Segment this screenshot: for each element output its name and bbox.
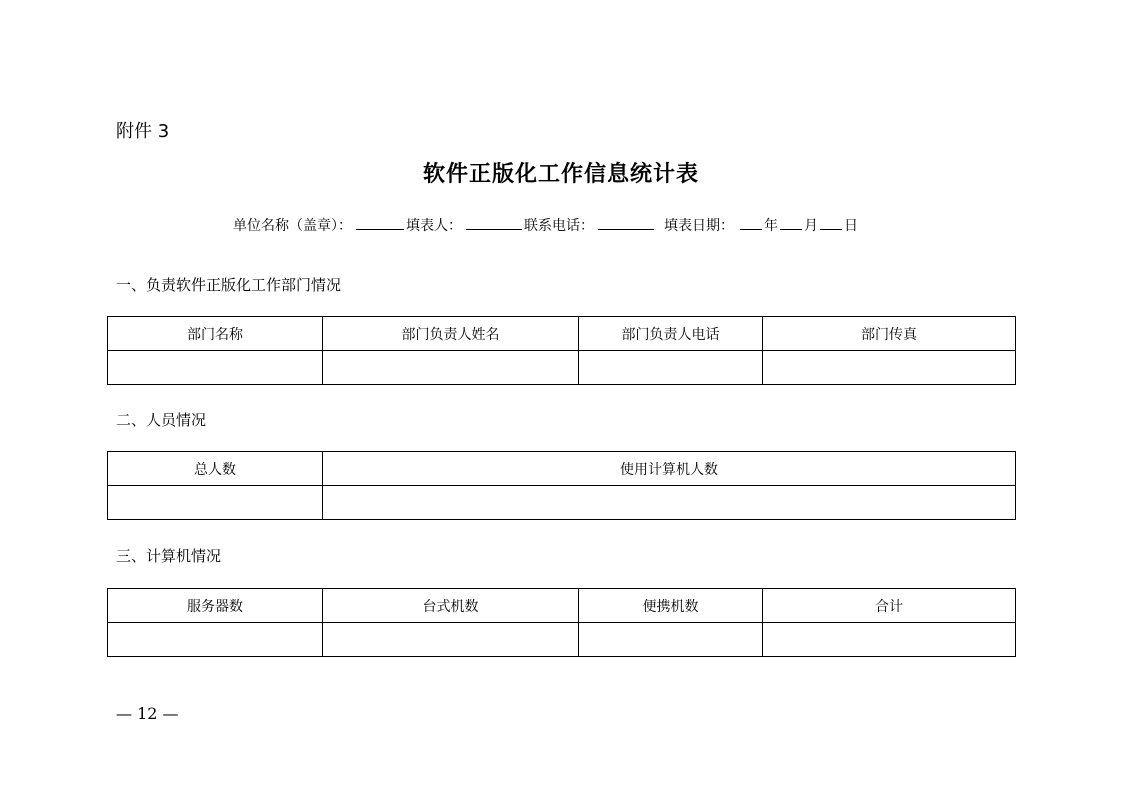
year-label: 年: [764, 218, 778, 234]
filler-blank[interactable]: [466, 215, 522, 230]
filler-label: 填表人：: [406, 218, 462, 234]
year-blank[interactable]: [740, 215, 762, 230]
month-blank[interactable]: [780, 215, 802, 230]
computer-users-cell[interactable]: [323, 486, 1016, 520]
header-total-people: 总人数: [108, 452, 323, 486]
table-row: [108, 623, 1016, 657]
computer-table: [107, 588, 1016, 657]
header-dept-head-name: 部门负责人姓名: [323, 317, 579, 351]
laptops-cell[interactable]: [579, 623, 763, 657]
dept-head-phone-cell[interactable]: [579, 351, 763, 385]
unit-name-label: 单位名称（盖章）：: [233, 218, 352, 234]
header-computer-users: 使用计算机人数: [323, 452, 1016, 486]
table-row: [108, 351, 1016, 385]
page-number: — 12 —: [116, 704, 179, 723]
personnel-table: [107, 451, 1016, 520]
table-header-row: [108, 452, 1016, 486]
section2-title: 二、人员情况: [116, 411, 207, 429]
header-dept-fax: 部门传真: [763, 317, 1016, 351]
dept-fax-cell[interactable]: [763, 351, 1016, 385]
header-desktops: 台式机数: [323, 589, 579, 623]
phone-blank[interactable]: [598, 215, 654, 230]
header-total: 合计: [763, 589, 1016, 623]
day-label: 日: [844, 218, 858, 234]
header-dept-head-phone: 部门负责人电话: [579, 317, 763, 351]
header-laptops: 便携机数: [579, 589, 763, 623]
day-blank[interactable]: [820, 215, 842, 230]
table-header-row: [108, 589, 1016, 623]
attachment-label: 附件 3: [116, 121, 170, 142]
header-dept-name: 部门名称: [108, 317, 323, 351]
table-header-row: [108, 317, 1016, 351]
header-servers: 服务器数: [108, 589, 323, 623]
servers-cell[interactable]: [108, 623, 323, 657]
total-people-cell[interactable]: [108, 486, 323, 520]
month-label: 月: [804, 218, 818, 234]
info-line: [233, 215, 858, 235]
phone-label: 联系电话：: [524, 218, 594, 234]
unit-name-blank[interactable]: [356, 215, 404, 230]
section1-title: 一、负责软件正版化工作部门情况: [116, 276, 342, 294]
department-table: [107, 316, 1016, 385]
table-row: [108, 486, 1016, 520]
date-label: 填表日期：: [664, 218, 734, 234]
section3-title: 三、计算机情况: [116, 547, 222, 565]
dept-head-name-cell[interactable]: [323, 351, 579, 385]
total-cell[interactable]: [763, 623, 1016, 657]
desktops-cell[interactable]: [323, 623, 579, 657]
page-title: 软件正版化工作信息统计表: [422, 162, 699, 187]
dept-name-cell[interactable]: [108, 351, 323, 385]
